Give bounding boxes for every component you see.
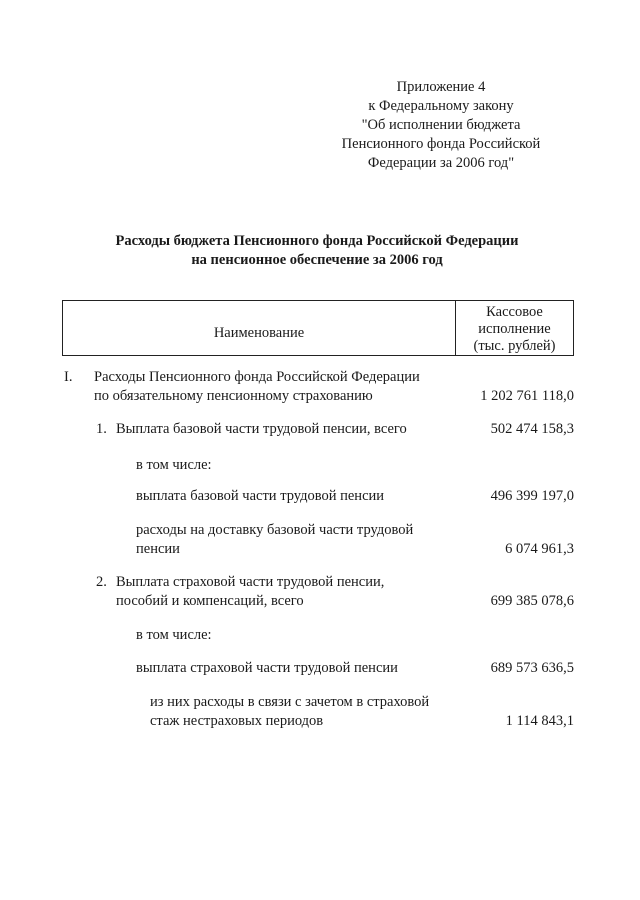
row-label-line: в том числе:	[136, 457, 212, 473]
row-label	[136, 456, 212, 475]
row-marker: I.	[64, 369, 73, 385]
row-label	[136, 626, 212, 645]
header-amount	[456, 301, 573, 355]
row-amount: 1 202 761 118,0	[480, 388, 574, 404]
appendix-caption	[330, 78, 552, 173]
row-label	[116, 573, 384, 611]
header-amount-line: исполнение	[478, 321, 551, 337]
table-row	[62, 626, 574, 646]
row-amount: 502 474 158,3	[490, 421, 574, 437]
row-label	[136, 659, 398, 678]
row-label	[150, 693, 429, 731]
row-marker: 2.	[96, 574, 107, 590]
row-label	[136, 487, 384, 506]
header-name: Наименование	[63, 301, 456, 355]
row-label-line: Выплата базовой части трудовой пенсии, всего	[116, 421, 407, 437]
row-label-line: из них расходы в связи с зачетом в страховой	[150, 694, 430, 710]
row-amount: 1 114 843,1	[505, 713, 574, 729]
table-row	[62, 521, 574, 561]
title-line: на пенсионное обеспечение за 2006 год	[191, 252, 443, 268]
header-amount-line: Кассовое	[486, 304, 543, 320]
row-label-line: выплата базовой части трудовой пенсии	[136, 488, 385, 504]
appendix-line: к Федеральному закону	[368, 98, 514, 114]
appendix-line: Приложение 4	[396, 79, 486, 95]
row-label-line: в том числе:	[136, 627, 212, 643]
table-row	[62, 420, 574, 440]
title-line: Расходы бюджета Пенсионного фонда Российской Федерации	[115, 233, 519, 249]
appendix-line: Пенсионного фонда Российской	[341, 136, 541, 152]
table-row	[62, 573, 574, 613]
table-row	[62, 456, 574, 476]
row-label	[94, 368, 420, 406]
row-label-line: пособий и компенсаций, всего	[116, 593, 304, 609]
table-header	[62, 300, 574, 356]
row-label-line: Выплата страховой части трудовой пенсии,	[116, 574, 385, 590]
header-amount-line: (тыс. рублей)	[473, 338, 556, 354]
row-amount: 689 573 636,5	[490, 660, 574, 676]
row-label-line: стаж нестраховых периодов	[150, 713, 324, 729]
row-label-line: по обязательному пенсионному страхованию	[94, 388, 373, 404]
row-label	[136, 521, 413, 559]
row-label	[116, 420, 407, 439]
row-label-line: Расходы Пенсионного фонда Российской Федерации	[94, 369, 420, 385]
table-row	[62, 487, 574, 507]
appendix-line: Федерации за 2006 год"	[367, 155, 515, 171]
row-label-line: расходы на доставку базовой части трудовой	[136, 522, 414, 538]
row-amount: 6 074 961,3	[505, 541, 574, 557]
table-row	[62, 368, 574, 408]
row-label-line: выплата страховой части трудовой пенсии	[136, 660, 398, 676]
appendix-line: "Об исполнении бюджета	[361, 117, 521, 133]
row-amount: 496 399 197,0	[490, 488, 574, 504]
table-row	[62, 693, 574, 733]
row-marker: 1.	[96, 421, 107, 437]
table-row	[62, 659, 574, 679]
document-title	[60, 232, 574, 270]
row-amount: 699 385 078,6	[490, 593, 574, 609]
row-label-line: пенсии	[136, 541, 180, 557]
